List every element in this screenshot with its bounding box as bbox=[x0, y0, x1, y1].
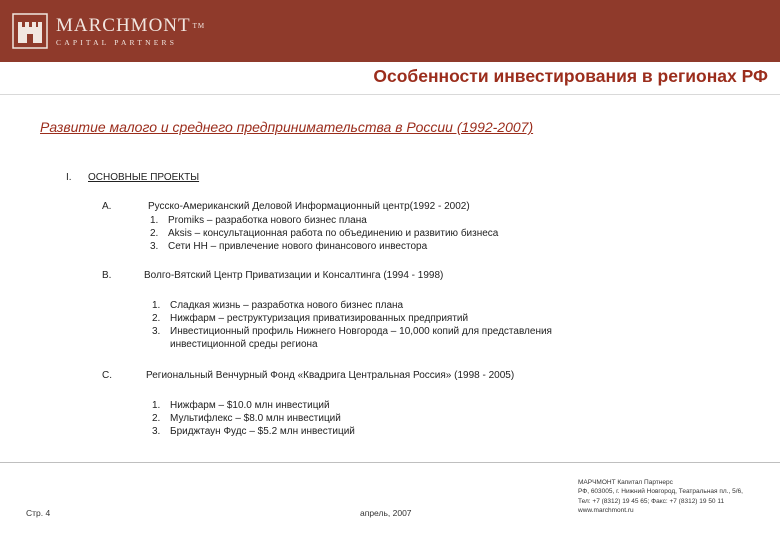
project-title-a: Русско-Американский Деловой Информационный центр(1992 - 2002) bbox=[148, 201, 470, 212]
project-a-items bbox=[150, 214, 498, 253]
page-title: Особенности инвестирования в регионах РФ bbox=[373, 66, 768, 86]
project-letter-c: C. bbox=[102, 370, 112, 381]
section-number: I. bbox=[66, 172, 72, 183]
header-bar bbox=[0, 0, 780, 62]
list-item: 2. Aksis – консультационная работа по объединению и развитию бизнеса bbox=[150, 228, 499, 239]
contact-phone: Тел: +7 (8312) 19 45 65; Факс: +7 (8312) 19 50 11 bbox=[578, 497, 725, 505]
list-item: 3. Инвестиционный профиль Нижнего Новгорода – 10,000 копий для представления инвестиционной среды региона bbox=[152, 326, 552, 350]
list-item: 1. Promiks – разработка нового бизнес плана bbox=[150, 215, 367, 226]
project-letter-a: A. bbox=[102, 201, 112, 212]
contact-address: РФ, 603005, г. Нижний Новгород, Театральная пл., 5/6, bbox=[578, 488, 743, 496]
title-divider bbox=[0, 94, 780, 95]
list-item: 3. Сети НН – привлечение нового финансового инвестора bbox=[150, 241, 428, 252]
list-item: 1. Сладкая жизнь – разработка нового бизнес плана bbox=[152, 300, 404, 311]
section-heading bbox=[66, 172, 199, 183]
marchmont-logo bbox=[12, 10, 205, 52]
list-item: 1. Нижфарм – $10.0 млн инвестиций bbox=[152, 400, 330, 411]
project-c-items bbox=[152, 399, 355, 438]
footer-date: апрель, 2007 bbox=[360, 508, 412, 518]
footer-divider bbox=[0, 462, 780, 463]
contact-website: www.marchmont.ru bbox=[578, 506, 634, 514]
project-b-items bbox=[152, 299, 552, 351]
project-title-c: Региональный Венчурный Фонд «Квадрига Центральная Россия» (1998 - 2005) bbox=[146, 370, 515, 381]
list-item: 2. Мультифлекс – $8.0 млн инвестиций bbox=[152, 413, 341, 424]
logo-tm: TM bbox=[192, 21, 206, 30]
logo-name: MARCHMONT bbox=[56, 14, 191, 36]
contact-company: МАРЧМОНТ Капитал Партнерс bbox=[578, 479, 673, 486]
section-title: ОСНОВНЫЕ ПРОЕКТЫ bbox=[88, 172, 200, 183]
list-item: 2. Нижфарм – реструктуризация приватизированных предприятий bbox=[152, 313, 469, 324]
page-number: Стр. 4 bbox=[26, 508, 51, 518]
castle-logo-icon bbox=[12, 13, 48, 49]
logo-subtitle: CAPITAL PARTNERS bbox=[56, 37, 178, 47]
list-item: 3. Бриджтаун Фудс – $5.2 млн инвестиций bbox=[152, 426, 355, 437]
slide-subtitle: Развитие малого и среднего предпринимательства в России (1992-2007) bbox=[40, 119, 534, 135]
footer-contact bbox=[578, 478, 743, 515]
project-title-b: Волго-Вятский Центр Приватизации и Консалтинга (1994 - 1998) bbox=[144, 270, 444, 281]
project-letter-b: B. bbox=[102, 270, 112, 281]
